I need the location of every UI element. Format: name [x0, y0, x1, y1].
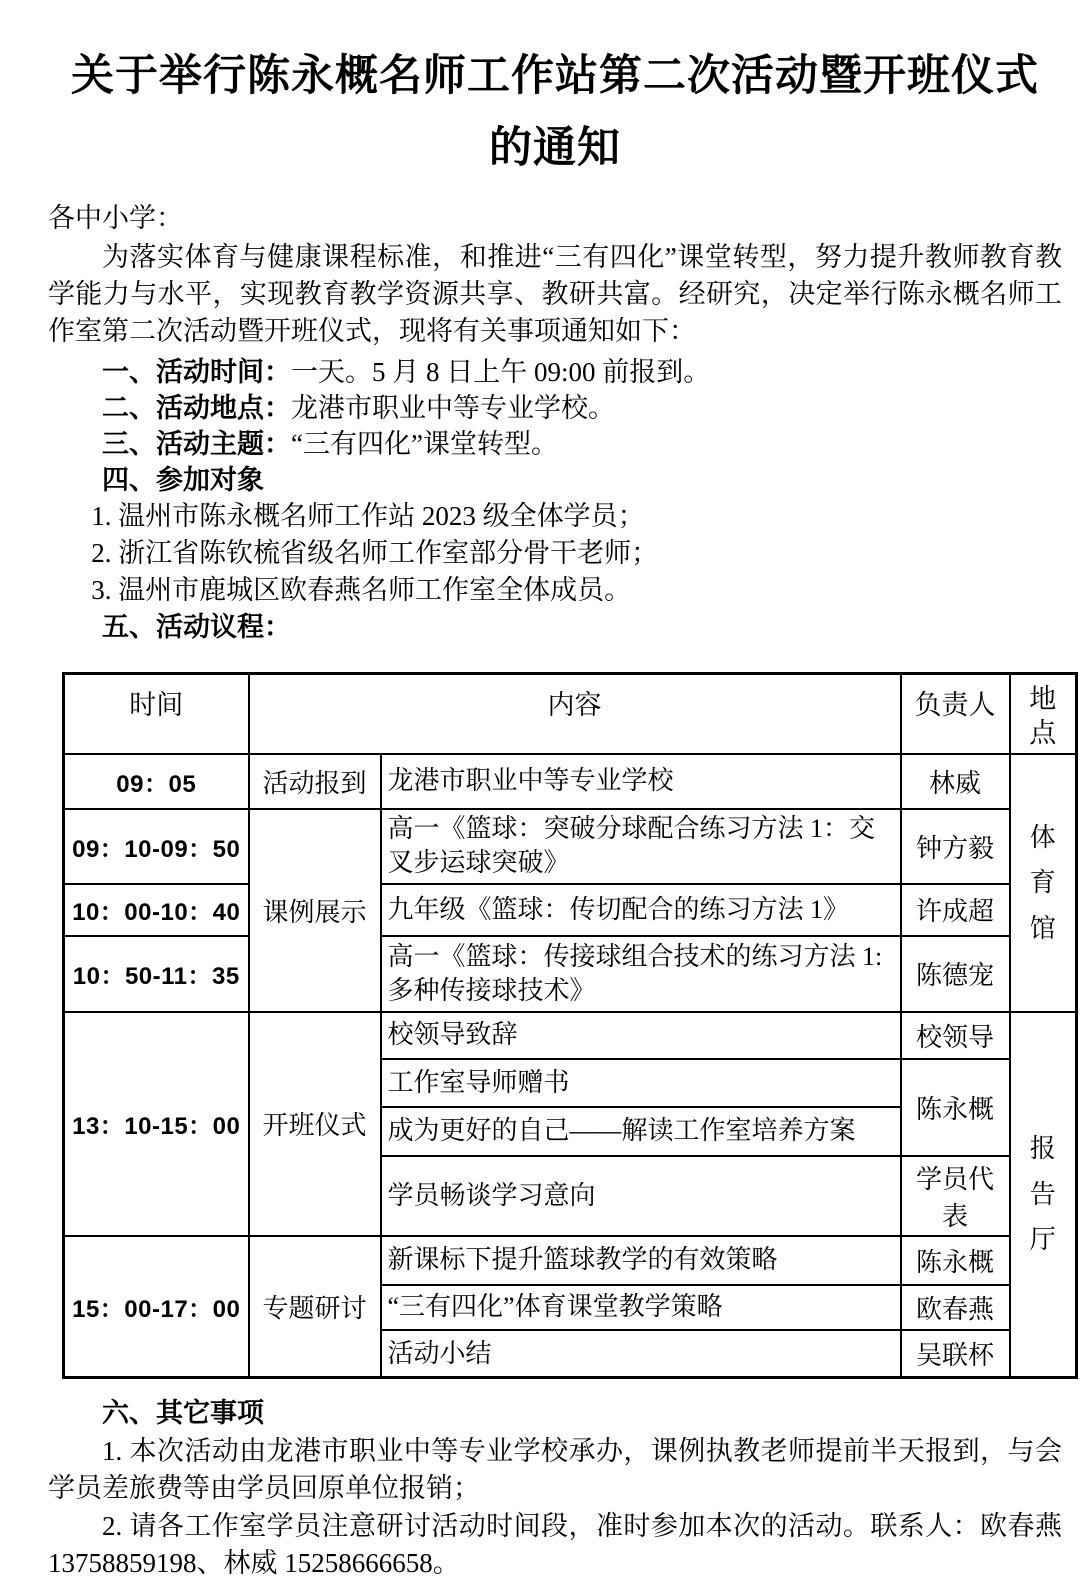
- item-theme: [48, 426, 1062, 462]
- cell-lead: 学员代表: [901, 1156, 1010, 1236]
- agenda-table: [62, 672, 1078, 1379]
- item-time-text: 一天。5 月 8 日上午 09:00 前报到。: [291, 357, 711, 388]
- item-location: [48, 390, 1062, 426]
- cell-content: 新课标下提升篮球教学的有效策略: [381, 1236, 901, 1285]
- participant-3: 3. 温州市鹿城区欧春燕名师工作室全体成员。: [91, 575, 632, 606]
- cell-content: 龙港市职业中等专业学校: [381, 754, 901, 809]
- intro-paragraph: 为落实体育与健康课程标准，和推进“三有四化”课堂转型，努力提升教师教育教学能力与水平，实现教育教学资源共享、教研共富。经研究，决定举行陈永概名师工作室第二次活动暨开班仪式，现将有关事项通知如下：: [48, 242, 1062, 347]
- header-lead: 负责人: [901, 674, 1010, 754]
- table-row: [64, 754, 1077, 809]
- item-time: [48, 354, 1062, 390]
- cell-time: 09：10-09：50: [64, 809, 249, 884]
- cell-time: 09：05: [64, 754, 249, 809]
- participant-2: 2. 浙江省陈钦梳省级名师工作室部分骨干老师；: [91, 538, 659, 569]
- table-row: [64, 809, 1077, 884]
- item-participants: [48, 462, 1062, 498]
- item-location-text: 龙港市职业中等专业学校。: [291, 393, 615, 424]
- item-location-label: 二、活动地点：: [102, 393, 291, 424]
- title-line-2: 的通知: [489, 124, 621, 173]
- title-line-1: 关于举行陈永概名师工作站第二次活动暨开班仪式: [71, 52, 1039, 100]
- item-theme-label: 三、活动主题：: [102, 429, 291, 460]
- page-title: [48, 40, 1062, 184]
- cell-content: 工作室导师赠书: [381, 1059, 901, 1107]
- cell-time-afternoon2: 15：00-17：00: [64, 1236, 249, 1378]
- cell-lead: 校领导: [901, 1012, 1010, 1059]
- cell-content: 高一《篮球：传接球组合技术的练习方法 1:多种传接球技术》: [381, 936, 901, 1012]
- cell-content: 高一《篮球：突破分球配合练习方法 1：交叉步运球突破》: [381, 809, 901, 884]
- cell-content: 活动小结: [381, 1330, 901, 1378]
- cell-lead: 陈德宠: [901, 936, 1010, 1012]
- cell-category-opening: 开班仪式: [249, 1012, 381, 1236]
- table-row: [64, 1236, 1077, 1285]
- header-content: 内容: [249, 674, 901, 754]
- cell-lead: 钟方毅: [901, 809, 1010, 884]
- cell-venue-morning: 体育馆: [1010, 754, 1077, 1012]
- salutation: 各中小学：: [48, 203, 183, 234]
- other-note-1: 1. 本次活动由龙港市职业中等专业学校承办，课例执教老师提前半天报到，与会学员差旅费等由学员回原单位报销；: [48, 1436, 1062, 1504]
- table-row: [64, 1012, 1077, 1059]
- other-note-2: 2. 请各工作室学员注意研讨活动时间段，准时参加本次的活动。联系人：欧春燕 13758859198、林威 15258666658。: [48, 1511, 1062, 1579]
- cell-lead: 陈永概: [901, 1236, 1010, 1285]
- table-row: [64, 936, 1077, 1012]
- agenda-heading: 五、活动议程：: [102, 612, 291, 643]
- cell-content: “三有四化”体育课堂教学策略: [381, 1285, 901, 1330]
- cell-category-lessons: 课例展示: [249, 809, 381, 1012]
- item-participants-label: 四、参加对象: [102, 465, 264, 496]
- cell-time: 10：50-11：35: [64, 936, 249, 1012]
- item-time-label: 一、活动时间：: [102, 357, 291, 388]
- cell-time: 10：00-10：40: [64, 884, 249, 936]
- cell-category: 活动报到: [249, 754, 381, 809]
- table-row: [64, 884, 1077, 936]
- participant-1: 1. 温州市陈永概名师工作站 2023 级全体学员；: [91, 501, 645, 532]
- cell-lead: 吴联杯: [901, 1330, 1010, 1378]
- cell-lead: 欧春燕: [901, 1285, 1010, 1330]
- header-time: 时间: [64, 674, 249, 754]
- cell-time-afternoon1: 13：10-15：00: [64, 1012, 249, 1236]
- table-header-row: [64, 674, 1077, 754]
- cell-content: 九年级《篮球：传切配合的练习方法 1》: [381, 884, 901, 936]
- other-items-heading: 六、其它事项: [102, 1398, 264, 1429]
- cell-content: 校领导致辞: [381, 1012, 901, 1059]
- cell-lead: 林威: [901, 754, 1010, 809]
- cell-content: 学员畅谈学习意向: [381, 1156, 901, 1236]
- cell-content: 成为更好的自己——解读工作室培养方案: [381, 1107, 901, 1156]
- cell-lead: 许成超: [901, 884, 1010, 936]
- header-venue: 地点: [1010, 674, 1077, 754]
- item-theme-text: “三有四化”课堂转型。: [291, 429, 558, 460]
- cell-category-seminar: 专题研讨: [249, 1236, 381, 1378]
- cell-lead: 陈永概: [901, 1059, 1010, 1156]
- cell-venue-afternoon: 报告厅: [1010, 1012, 1077, 1378]
